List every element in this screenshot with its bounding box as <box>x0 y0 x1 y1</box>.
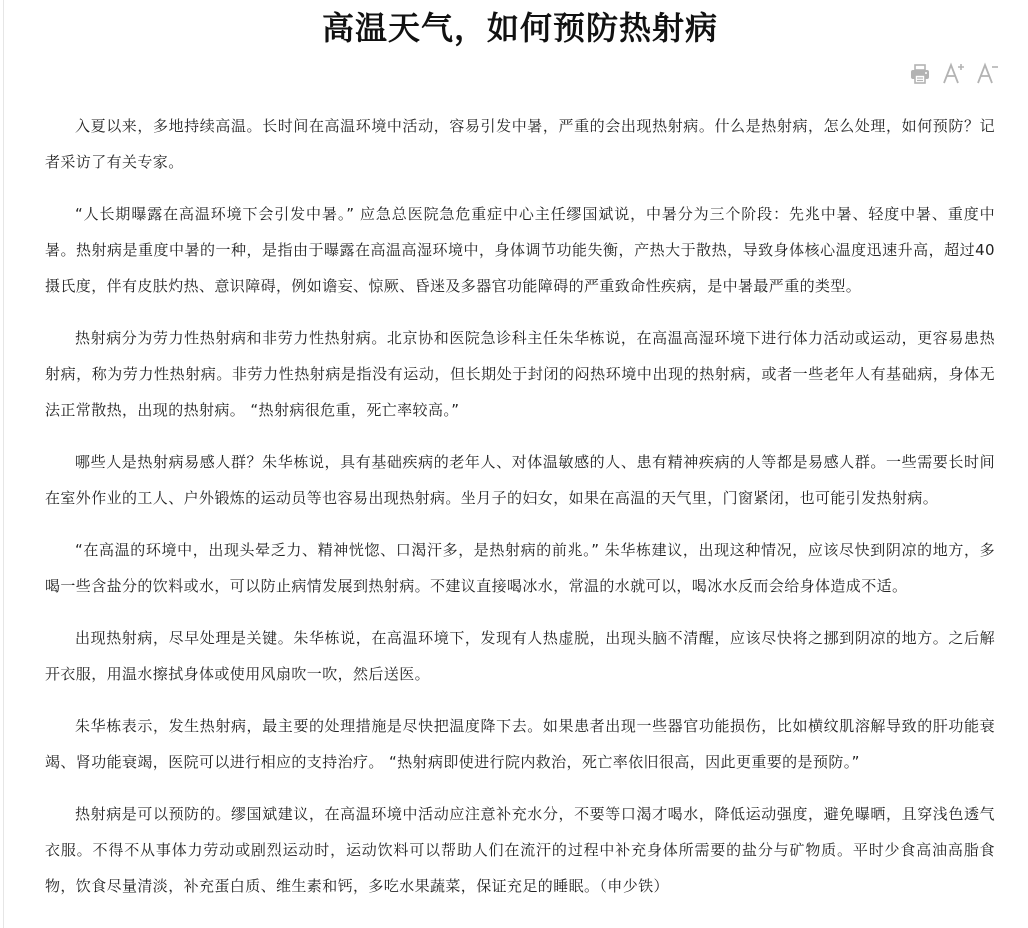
article-paragraph: 热射病是可以预防的。缪国斌建议，在高温环境中活动应注意补充水分，不要等口渴才喝水，降低运动强度，避免曝晒，且穿浅色透气衣服。不得不从事体力劳动或剧烈运动时，运动饮料可以帮助人们在流汗的过程中补充身体所需要的盐分与矿物质。平时少食高油高脂食物，饮食尽量清淡，补充蛋白质、维生素和钙，多吃水果蔬菜，保证充足的睡眠。（申少铁） <box>45 805 995 895</box>
article-toolbar <box>907 60 1001 88</box>
article-title: 高温天气，如何预防热射病 <box>321 9 718 47</box>
article-paragraph: 哪些人是热射病易感人群？朱华栋说，具有基础疾病的老年人、对体温敏感的人、患有精神疾病的人等都是易感人群。一些需要长时间在室外作业的工人、户外锻炼的运动员等也容易出现热射病。坐月子的妇女，如果在高温的天气里，门窗紧闭，也可能引发热射病。 <box>45 453 995 507</box>
font-decrease-icon <box>975 62 1001 86</box>
article-paragraph: 入夏以来，多地持续高温。长时间在高温环境中活动，容易引发中暑，严重的会出现热射病。什么是热射病，怎么处理，如何预防？记者采访了有关专家。 <box>45 117 995 171</box>
font-decrease-button[interactable] <box>975 61 1001 87</box>
article-paragraph: 热射病分为劳力性热射病和非劳力性热射病。北京协和医院急诊科主任朱华栋说，在高温高湿环境下进行体力活动或运动，更容易患热射病，称为劳力性热射病。非劳力性热射病是指没有运动，但长期处于封闭的闷热环境中出现的热射病，或者一些老年人有基础病，身体无法正常散热，出现的热射病。 “热射病很危重，死亡率较高。” <box>45 329 995 419</box>
print-button[interactable] <box>907 61 933 87</box>
article-paragraph: 朱华栋表示，发生热射病，最主要的处理措施是尽快把温度降下去。如果患者出现一些器官功能损伤，比如横纹肌溶解导致的肝功能衰竭、肾功能衰竭，医院可以进行相应的支持治疗。 “热射病即使进行院内救治，死亡率依旧很高，因此更重要的是预防。” <box>45 717 995 771</box>
article-paragraph: “在高温的环境中，出现头晕乏力、精神恍惚、口渴汗多，是热射病的前兆。” 朱华栋建议，出现这种情况，应该尽快到阴凉的地方，多喝一些含盐分的饮料或水，可以防止病情发展到热射病。不建议直接喝冰水，常温的水就可以，喝冰水反而会给身体造成不适。 <box>45 541 995 595</box>
font-increase-icon <box>941 62 967 86</box>
article-body <box>45 108 995 920</box>
print-icon <box>909 63 931 85</box>
font-increase-button[interactable] <box>941 61 967 87</box>
article-paragraph: “人长期曝露在高温环境下会引发中暑。” 应急总医院急危重症中心主任缪国斌说，中暑分为三个阶段：先兆中暑、轻度中暑、重度中暑。热射病是重度中暑的一种，是指由于曝露在高温高湿环境中，身体调节功能失衡，产热大于散热，导致身体核心温度迅速升高，超过40摄氏度，伴有皮肤灼热、意识障碍，例如谵妄、惊厥、昏迷及多器官功能障碍的严重致命性疾病，是中暑最严重的类型。 <box>45 205 995 295</box>
left-border <box>3 0 4 928</box>
article <box>45 0 995 895</box>
article-paragraph: 出现热射病，尽早处理是关键。朱华栋说，在高温环境下，发现有人热虚脱，出现头脑不清醒，应该尽快将之挪到阴凉的地方。之后解开衣服，用温水擦拭身体或使用风扇吹一吹，然后送医。 <box>45 629 995 683</box>
